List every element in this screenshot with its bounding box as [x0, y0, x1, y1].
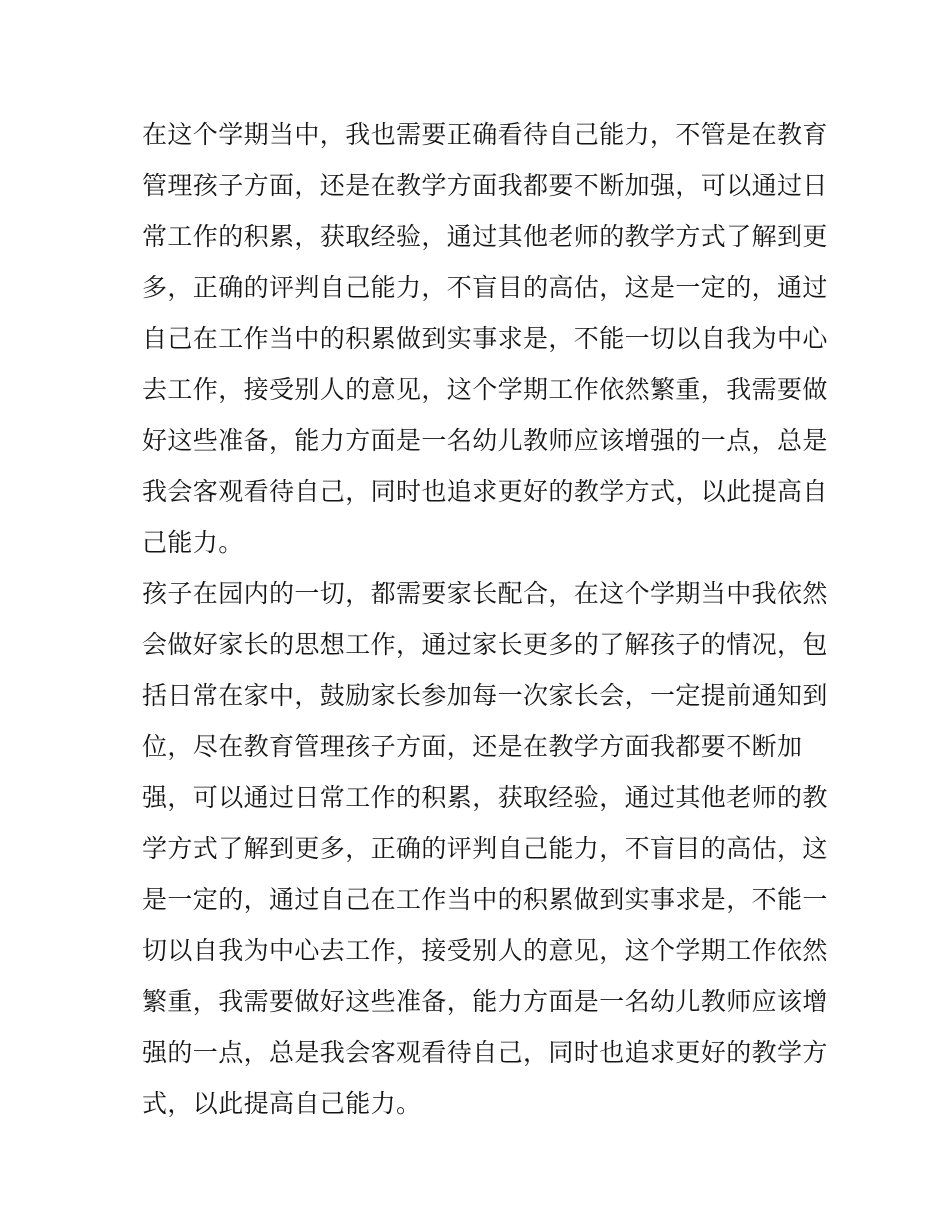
text-line: 己能力。 — [142, 528, 244, 557]
text-line: 是一定的，通过自己在工作当中的积累做到实事求是，不能一 — [142, 885, 828, 914]
text-line: 切以自我为中心去工作，接受别人的意见，这个学期工作依然 — [142, 936, 828, 965]
text-line: 学方式了解到更多，正确的评判自己能力，不盲目的高估，这 — [142, 834, 828, 863]
text-line: 常工作的积累，获取经验，通过其他老师的教学方式了解到更 — [142, 222, 828, 251]
text-line: 强，可以通过日常工作的积累，获取经验，通过其他老师的教 — [142, 783, 828, 812]
text-line: 在这个学期当中，我也需要正确看待自己能力，不管是在教育 — [142, 120, 828, 149]
text-line: 孩子在园内的一切，都需要家长配合，在这个学期当中我依然 — [142, 579, 828, 608]
text-line: 繁重，我需要做好这些准备，能力方面是一名幼儿教师应该增 — [142, 987, 828, 1016]
text-line: 自己在工作当中的积累做到实事求是，不能一切以自我为中心 — [142, 324, 828, 353]
text-line: 会做好家长的思想工作，通过家长更多的了解孩子的情况，包 — [142, 630, 828, 659]
text-line: 括日常在家中，鼓励家长参加每一次家长会，一定提前通知到 — [142, 681, 828, 710]
text-line: 好这些准备，能力方面是一名幼儿教师应该增强的一点，总是 — [142, 426, 828, 455]
text-line: 管理孩子方面，还是在教学方面我都要不断加强，可以通过日 — [142, 171, 828, 200]
document-body — [142, 109, 828, 1129]
text-line: 我会客观看待自己，同时也追求更好的教学方式，以此提高自 — [142, 477, 828, 506]
paragraph-2 — [142, 568, 828, 1129]
text-line: 去工作，接受别人的意见，这个学期工作依然繁重，我需要做 — [142, 375, 828, 404]
text-line: 式，以此提高自己能力。 — [142, 1089, 422, 1118]
text-line: 强的一点，总是我会客观看待自己，同时也追求更好的教学方 — [142, 1038, 828, 1067]
text-line: 位，尽在教育管理孩子方面，还是在教学方面我都要不断加 — [142, 732, 803, 761]
text-line: 多，正确的评判自己能力，不盲目的高估，这是一定的，通过 — [142, 273, 828, 302]
paragraph-1 — [142, 109, 828, 568]
